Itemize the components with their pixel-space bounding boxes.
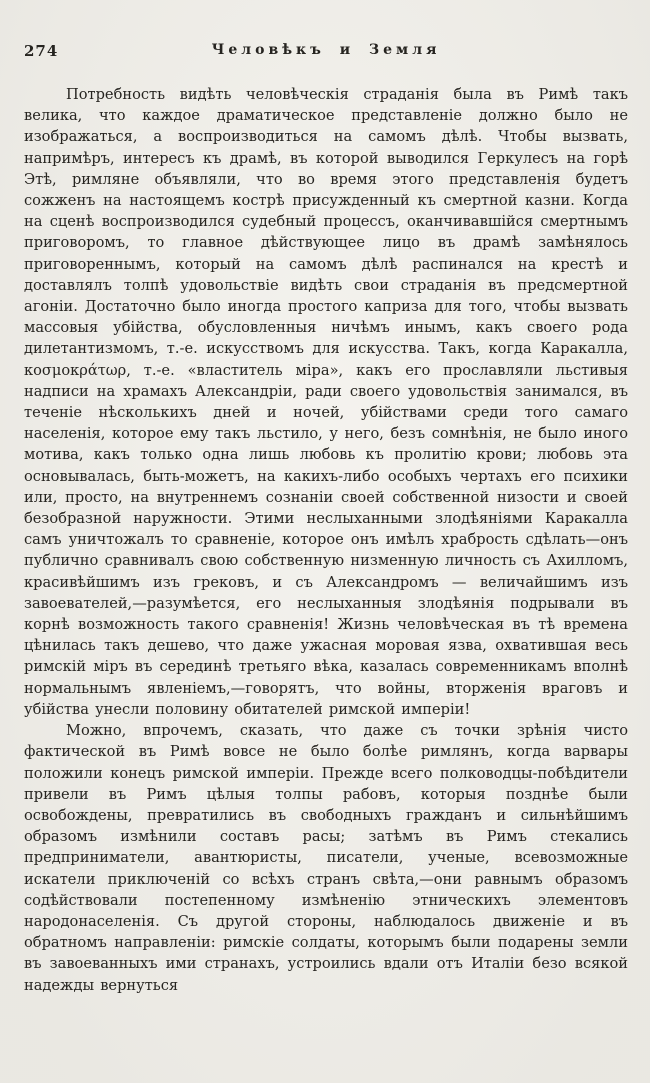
running-title: Человѣкъ и Земля	[211, 42, 441, 58]
text-block	[24, 84, 628, 996]
paragraph-2: Можно, впрочемъ, сказать, что даже съ точки зрѣнія чисто фактической въ Римѣ вовсе не было болѣе римлянъ, когда варвары положили конецъ римской имперіи. Прежде всего полководцы-побѣдители привели въ Римъ цѣлыя толпы рабовъ, которыя позднѣе были освобождены, превратились въ свободныхъ гражданъ и сильнѣйшимъ образомъ измѣнили составъ расы; затѣмъ въ Римъ стекались предприниматели, авантюристы, писатели, ученые, всевозможные искатели приключеній со всѣхъ странъ свѣта,—они равнымъ образомъ содѣйствовали постепенному измѣненію этническихъ элементовъ народонаселенія. Съ другой стороны, наблюдалось движеніе и въ обратномъ направленіи: римскіе солдаты, которымъ были подарены земли въ завоеванныхъ ими странахъ, устроились вдали отъ Италіи безо всякой надежды вернуться	[24, 722, 628, 994]
paragraph-1: Потребность видѣть человѣческія страданія была въ Римѣ такъ велика, что каждое драматическое представленіе должно было не изображаться, а воспроизводиться на самомъ дѣлѣ. Чтобы вызвать, напримѣръ, интересъ къ драмѣ, въ которой выводился Геркулесъ на горѣ Этѣ, римляне объявляли, что во время этого представленія будетъ сожженъ на настоящемъ кострѣ присужденный къ смертной казни. Когда на сценѣ воспроизводился судебный процессъ, оканчивавшійся смертнымъ приговоромъ, то главное дѣйствующее лицо въ драмѣ замѣнялось приговореннымъ, который на самомъ дѣлѣ распинался на крестѣ и доставлялъ толпѣ удовольствіе видѣть свои страданія въ предсмертной агоніи. Достаточно было иногда простого каприза для того, чтобы вызвать массовыя убійства, обусловленныя ничѣмъ инымъ, какъ своего рода дилетантизмомъ, т.-е. искусствомъ для искусства. Такъ, когда Каракалла, κοσμοκράτωρ, т.-е. «властитель міра», какъ его прославляли льстивыя надписи на храмахъ Александріи, ради своего удовольствія занимался, въ теченіе нѣсколькихъ дней и ночей, убійствами среди того самаго населенія, которое ему такъ льстило, у него, безъ сомнѣнія, не было иного мотива, какъ только одна лишь любовь къ пролитію крови; любовь эта основывалась, быть-можетъ, на какихъ-либо особыхъ чертахъ его психики или, просто, на внутреннемъ сознаніи своей собственной низости и своей безобразной наружности. Этими неслыханными злодѣяніями Каракалла самъ уничтожалъ то сравненіе, которое онъ имѣлъ храбрость сдѣлать—онъ публично сравнивалъ свою собственную низменную личность съ Ахилломъ, красивѣйшимъ изъ грековъ, и съ Александромъ — величайшимъ изъ завоевателей,—разумѣется, его неслыханныя злодѣянія подрывали въ корнѣ возможность такого сравненія! Жизнь человѣческая въ тѣ времена цѣнилась такъ дешево, что даже ужасная моровая язва, охватившая весь римскій міръ въ серединѣ третьяго вѣка, казалась современникамъ вполнѣ нормальнымъ явленіемъ,—говорятъ, что войны, вторженія враговъ и убійства унесли половину обитателей римской имперіи!	[24, 86, 628, 718]
page-number: 274	[24, 42, 59, 60]
running-header	[24, 42, 628, 64]
